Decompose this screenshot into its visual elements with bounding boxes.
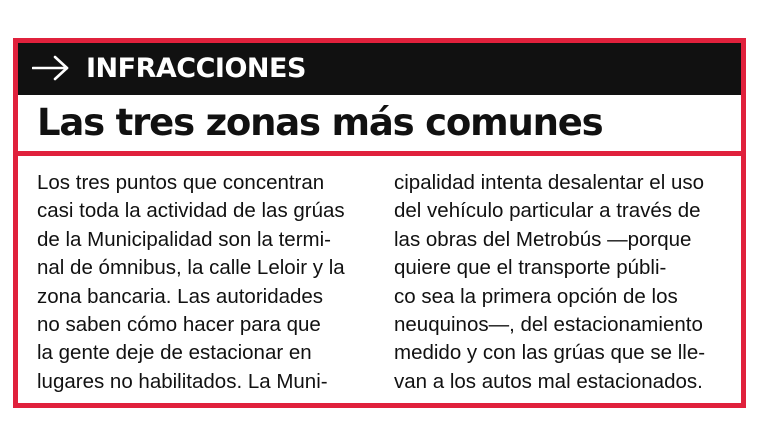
body-line: las obras del Metrobús —porque [394,227,692,251]
section-kicker: INFRACCIONES [86,53,306,84]
body-line: lugares no habilitados. La Muni- [37,369,328,393]
body-line: quiere que el transporte públi- [394,256,667,280]
section-header-bar [18,43,741,95]
body-line: Los tres puntos que concentran [37,171,325,194]
headline: Las tres zonas más comunes [37,101,603,144]
body-line: medido y con las grúas que se lle- [394,341,706,365]
body-line: la gente deje de estacionar en [37,341,312,365]
body-line: van a los autos mal estacionados. [394,369,703,393]
body-line: casi toda la actividad de las grúas [37,199,345,223]
body-line: cipalidad intenta desalentar el uso [394,171,704,194]
body-line: del vehículo particular a través de [394,199,701,223]
arrow-right-icon [32,55,70,81]
body-column-left [37,169,345,396]
body-line: nal de ómnibus, la calle Leloir y la [37,256,345,280]
body-line: de la Municipalidad son la termi- [37,227,331,251]
body-column-right [394,169,705,396]
body-line: zona bancaria. Las autoridades [37,284,324,308]
body-line: no saben cómo hacer para que [37,313,321,337]
body-line: co sea la primera opción de los [394,284,678,308]
infobox [13,38,746,408]
body-line: neuquinos—, del estacionamiento [394,313,703,337]
divider [18,151,741,156]
